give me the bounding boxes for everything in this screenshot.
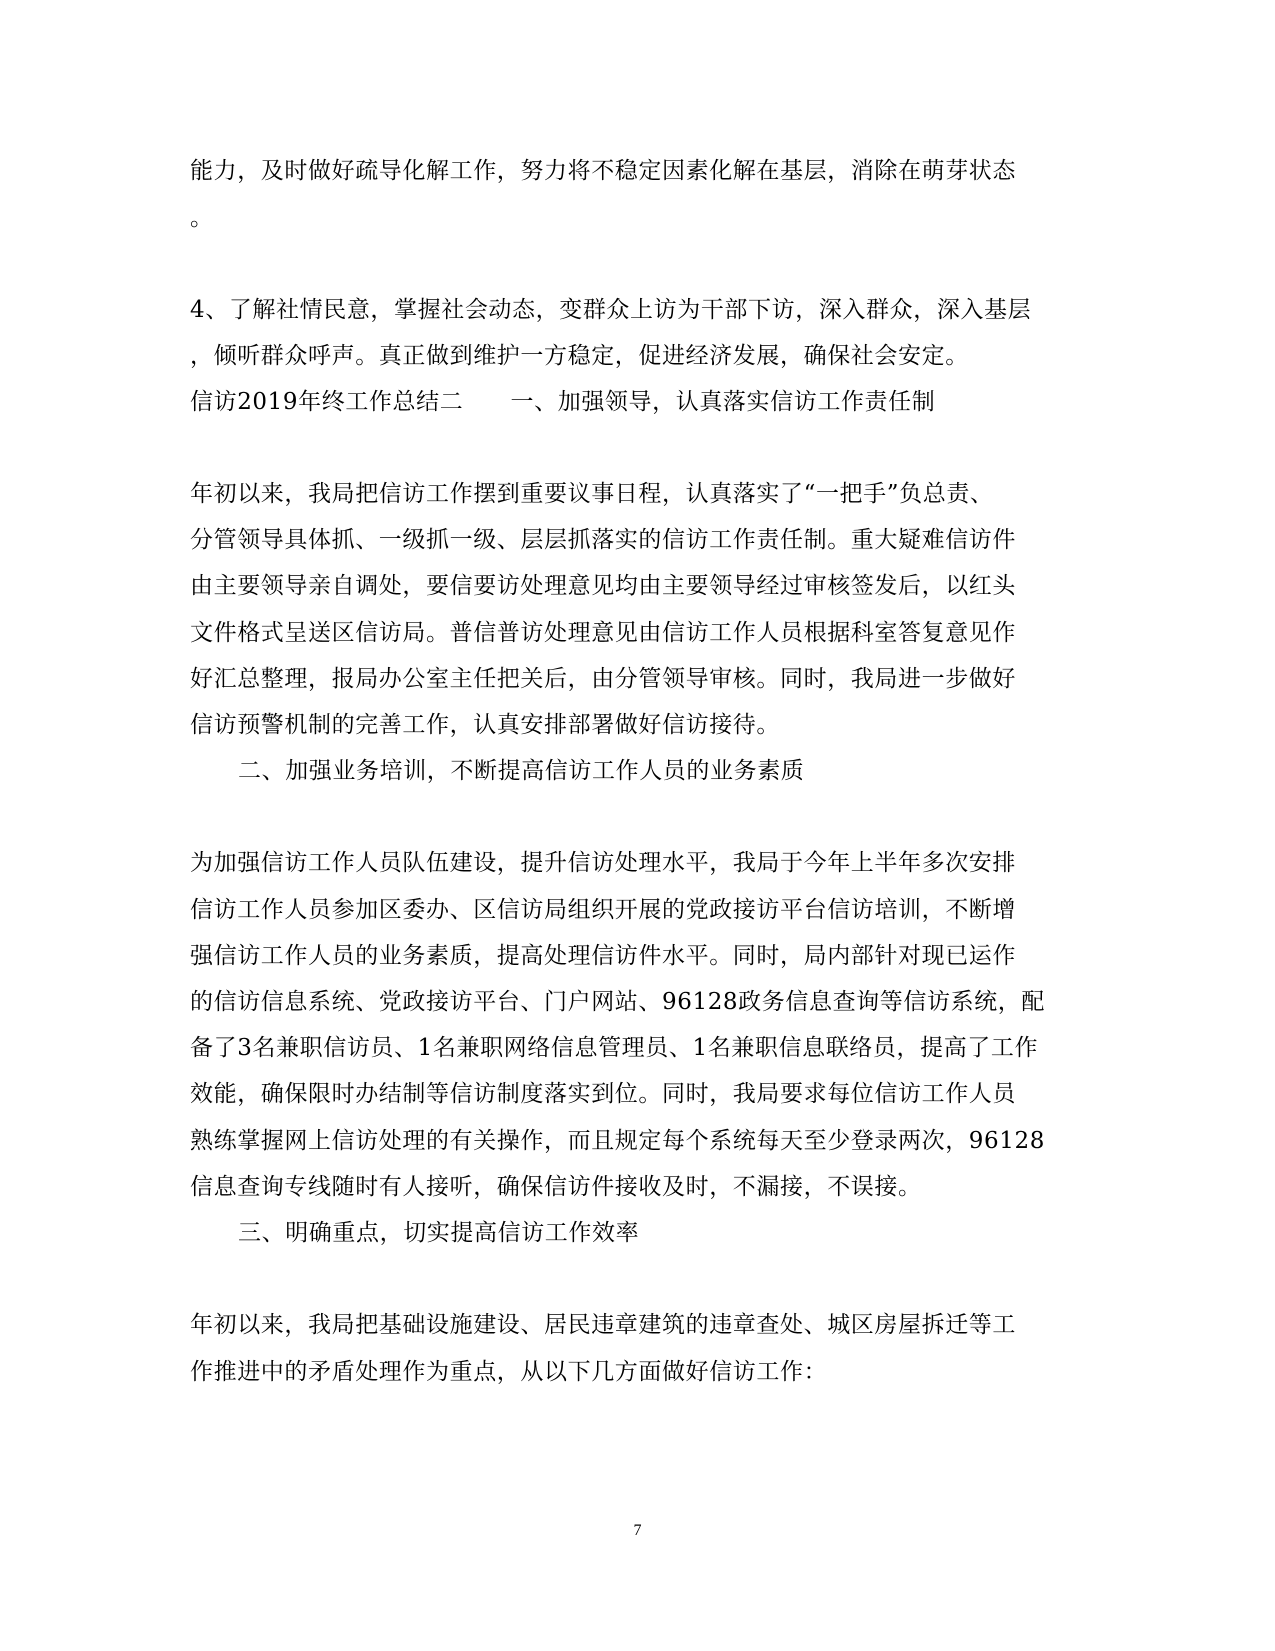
text-line: 4、了解社情民意，掌握社会动态，变群众上访为干部下访，深入群众，深入基层 <box>190 297 1032 323</box>
text-line: 备了3名兼职信访员、1名兼职网络信息管理员、1名兼职信息联络员，提高了工作 <box>190 1035 1039 1061</box>
text-line: 好汇总整理，报局办公室主任把关后，由分管领导审核。同时，我局进一步做好 <box>190 666 1016 692</box>
text-line: 文件格式呈送区信访局。普信普访处理意见由信访工作人员根据科室答复意见作 <box>190 620 1016 646</box>
page-number: 7 <box>633 1522 642 1539</box>
text-line: 信访预警机制的完善工作，认真安排部署做好信访接待。 <box>190 712 780 738</box>
text-line: 的信访信息系统、党政接访平台、门户网站、96128政务信息查询等信访系统，配 <box>190 989 1045 1015</box>
text-line: 能力，及时做好疏导化解工作，努力将不稳定因素化解在基层，消除在萌芽状态 <box>190 158 1016 184</box>
text-line: 信息查询专线随时有人接听，确保信访件接收及时，不漏接，不误接。 <box>190 1174 922 1200</box>
text-line: 为加强信访工作人员队伍建设，提升信访处理水平，我局于今年上半年多次安排 <box>190 850 1016 876</box>
section-heading: 二、加强业务培训，不断提高信访工作人员的业务素质 <box>238 758 805 784</box>
text-line: 年初以来，我局把基础设施建设、居民违章建筑的违章查处、城区房屋拆迁等工 <box>190 1312 1016 1338</box>
text-line: 熟练掌握网上信访处理的有关操作，而且规定每个系统每天至少登录两次，96128 <box>190 1128 1045 1154</box>
text-line: ，倾听群众呼声。真正做到维护一方稳定，促进经济发展，确保社会安定。 <box>190 343 969 369</box>
text-line: 年初以来，我局把信访工作摆到重要议事日程，认真落实了“一把手”负总责、 <box>190 481 994 507</box>
text-line: 分管领导具体抓、一级抓一级、层层抓落实的信访工作责任制。重大疑难信访件 <box>190 527 1016 553</box>
text-line: 。 <box>190 205 214 231</box>
text-line: 作推进中的矛盾处理作为重点，从以下几方面做好信访工作： <box>190 1359 828 1385</box>
text-line: 强信访工作人员的业务素质，提高处理信访件水平。同时，局内部针对现已运作 <box>190 943 1016 969</box>
text-line: 效能，确保限时办结制等信访制度落实到位。同时，我局要求每位信访工作人员 <box>190 1081 1016 1107</box>
text-line: 信访工作人员参加区委办、区信访局组织开展的党政接访平台信访培训，不断增 <box>190 897 1016 923</box>
section-heading: 三、明确重点，切实提高信访工作效率 <box>238 1220 640 1246</box>
section-heading: 信访2019年终工作总结二 一、加强领导，认真落实信访工作责任制 <box>190 389 936 415</box>
text-line: 由主要领导亲自调处，要信要访处理意见均由主要领导经过审核签发后，以红头 <box>190 573 1016 599</box>
